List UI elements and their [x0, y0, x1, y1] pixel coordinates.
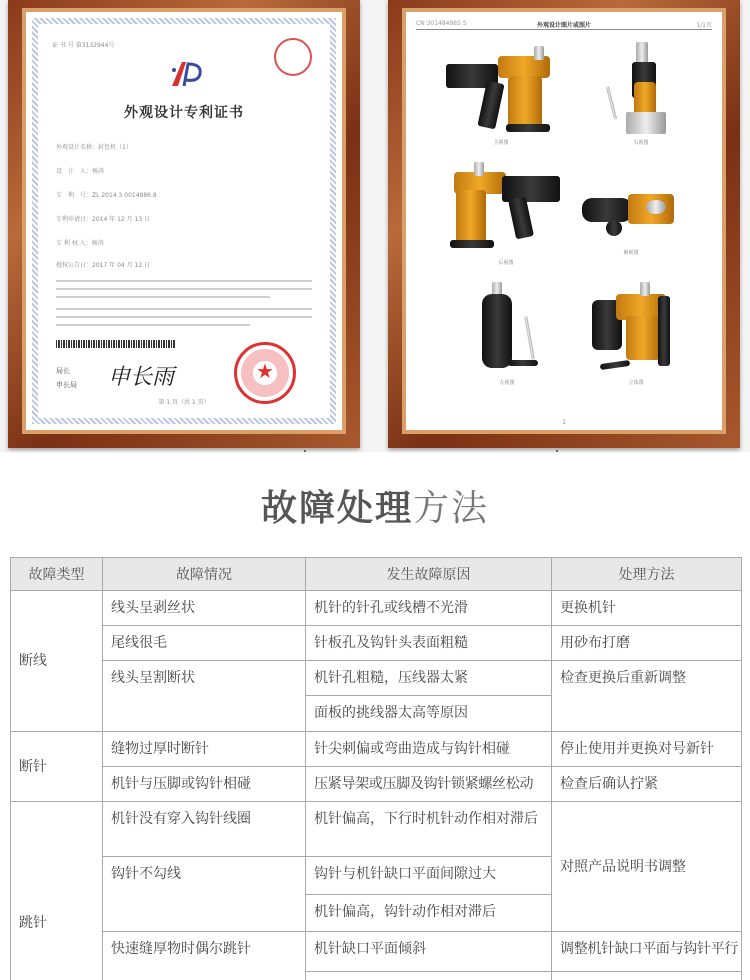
view-caption: 立体图 — [628, 380, 644, 386]
barcode — [56, 340, 176, 348]
certificate-field: 外观设计名称：封包机（1） — [56, 144, 132, 151]
cause-cell: 机针偏高，钩针动作相对滞后 — [306, 895, 552, 932]
sheet-header-right: 1/1页 — [696, 22, 712, 29]
table-row — [11, 732, 742, 767]
certificate-page: 第 1 页（共 1 页） — [158, 399, 210, 406]
text-line — [56, 316, 312, 318]
text-line — [56, 280, 312, 282]
seal-top-right — [274, 38, 312, 76]
certificate-field: 设 计 人：杨涛 — [56, 168, 105, 175]
cause-cell: 机针缺口平面倾斜 — [306, 932, 552, 972]
text-line — [56, 324, 250, 326]
cause-cell: 钩针与机针缺口平面间隙过大 — [306, 857, 552, 895]
certificate-field: 专利申请日：2014 年 12 月 13 日 — [56, 216, 151, 223]
certificate-title: 外观设计专利证书 — [124, 105, 244, 121]
header-fault-cause: 发生故障原因 — [306, 558, 552, 591]
signature: 申长雨 — [108, 365, 175, 390]
table-row — [11, 802, 742, 857]
situation-cell: 钩针不勾线 — [103, 857, 306, 932]
product-sheet-paper — [406, 12, 722, 430]
certificate-paper — [26, 12, 342, 430]
view-caption: 后视图 — [498, 260, 514, 266]
sheet-page-number: 1 — [562, 419, 566, 426]
section-title-light: 方法 — [413, 488, 490, 529]
cause-cell: 针尖刺偏或弯曲造成与钩针相碰 — [306, 732, 552, 767]
certificate-border — [32, 18, 336, 424]
method-cell: 检查后确认拧紧 — [552, 767, 742, 802]
header-fault-situation: 故障情况 — [103, 558, 306, 591]
machine-photo-rear — [446, 162, 566, 266]
divider-dot — [556, 450, 558, 452]
table-row — [11, 661, 742, 696]
sign-label: 局长 — [56, 367, 70, 375]
cause-cell: 压紧导架或压脚及钩针锁紧螺丝松动 — [306, 767, 552, 802]
sheet-header-left: CN 301484985 S — [416, 20, 467, 27]
section-title-bold: 故障处理 — [260, 488, 413, 529]
view-caption: 左视图 — [499, 380, 515, 386]
table-row — [11, 626, 742, 661]
machine-photo-front — [446, 42, 556, 146]
text-line — [56, 296, 270, 298]
certificate-frame — [8, 0, 360, 448]
sheet-header — [416, 20, 712, 30]
cause-cell: 机针孔粗糙，压线器太紧 — [306, 661, 552, 696]
situation-cell: 机针没有穿入钩针线圈 — [103, 802, 306, 857]
situation-cell: 线头呈割断状 — [103, 661, 306, 732]
divider-dot — [304, 450, 306, 452]
header-solution: 处理方法 — [552, 558, 742, 591]
cause-cell — [306, 972, 552, 980]
certificate-field: 专 利 号：ZL 2014 3 0014986.8 — [56, 192, 157, 199]
view-caption: 俯视图 — [623, 250, 639, 256]
method-cell: 对照产品说明书调整 — [552, 802, 742, 932]
section-title — [0, 480, 750, 531]
frame-mat — [22, 8, 346, 434]
situation-cell: 尾线很毛 — [103, 626, 306, 661]
cause-cell: 面板的挑线器太高等原因 — [306, 696, 552, 732]
method-cell: 更换机针 — [552, 591, 742, 626]
machine-photo-top — [576, 172, 686, 256]
cause-cell: 机针的针孔或线槽不光滑 — [306, 591, 552, 626]
cause-cell: 机针偏高，下行时机针动作相对滞后 — [306, 802, 552, 857]
machine-photo-left — [462, 282, 552, 386]
machine-photo-right — [606, 42, 676, 146]
situation-cell: 线头呈剥丝状 — [103, 591, 306, 626]
table-row — [11, 767, 742, 802]
situation-cell: 缝物过厚时断针 — [103, 732, 306, 767]
table-row — [11, 932, 742, 972]
table-row — [11, 591, 742, 626]
situation-cell: 快速缝厚物时偶尔跳针 — [103, 932, 306, 980]
certificate-number: 证 书 号 第3132944号 — [52, 42, 115, 49]
fault-type-cell: 断线 — [11, 591, 103, 732]
official-seal — [234, 342, 296, 404]
machine-photo-perspective — [586, 282, 686, 386]
certificate-field: 授权公告日：2017 年 04 月 12 日 — [56, 262, 151, 269]
fault-type-cell: 断针 — [11, 732, 103, 802]
product-sheet-frame — [388, 0, 740, 448]
method-cell — [552, 972, 742, 980]
patent-office-logo — [166, 58, 206, 88]
method-cell: 停止使用并更换对号新针 — [552, 732, 742, 767]
cause-cell: 针板孔及钩针头表面粗糙 — [306, 626, 552, 661]
frame-mat — [402, 8, 726, 434]
fault-type-cell: 跳针 — [11, 802, 103, 980]
header-image-area — [0, 0, 750, 452]
sheet-header-title: 外观设计图片或照片 — [536, 22, 591, 29]
certificate-field: 专 利 权 人：杨涛 — [56, 240, 104, 247]
text-line — [56, 288, 312, 290]
method-cell: 检查更换后重新调整 — [552, 661, 742, 732]
table-header-row — [11, 558, 742, 591]
header-fault-type: 故障类型 — [11, 558, 103, 591]
text-line — [56, 308, 312, 310]
view-caption: 主视图 — [493, 140, 509, 146]
sign-label: 申长局 — [56, 381, 77, 389]
method-cell: 用砂布打磨 — [552, 626, 742, 661]
view-caption: 右视图 — [633, 140, 649, 146]
method-cell: 调整机针缺口平面与钩针平行 — [552, 932, 742, 972]
situation-cell: 机针与压脚或钩针相碰 — [103, 767, 306, 802]
troubleshooting-table — [10, 557, 742, 980]
